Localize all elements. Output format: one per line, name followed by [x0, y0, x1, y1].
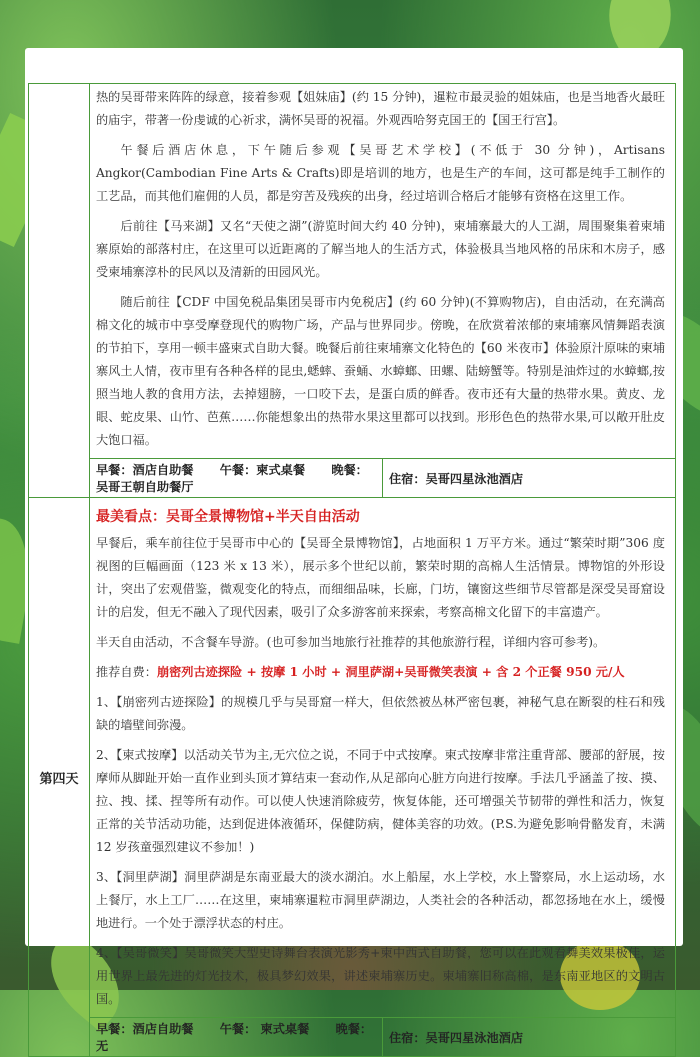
itinerary-table — [28, 83, 676, 1057]
dinner-info: 晚餐：吴哥王朝自助餐厅 — [96, 463, 368, 494]
optional-item: 2、【柬式按摩】以活动关节为主,无穴位之说，不同于中式按摩。柬式按摩非常注重背部、腰部的舒展，按摩师从脚趾开始一直作业到头顶才算结束一套动作,从足部向心脏方向进行按摩。手法几乎涵盖了按、摸、拉、拽、揉、捏等所有动作。可以使人快速消除疲劳，恢复体能，还可增强关节韧带的弹性和活力，恢复正常的关节活动功能，达到促进体液循环，保健防病，健体美容的功效。(P.S.为避免影响骨骼发育，未满 12 岁孩童强烈建议不参加！) — [96, 748, 665, 854]
day4-stay: 住宿：吴哥四星泳池酒店 — [383, 1018, 676, 1057]
day4-paragraph: 早餐后，乘车前往位于吴哥市中心的【吴哥全景博物馆】，占地面积 1 万平方米。通过“繁荣时期”306 度视图的巨幅画面（123 米 x 13 米），展示多个世纪以前，繁荣时期的高棉人生活情景。博物馆的外形设计，突出了宏观借鉴，微观变化的特点，而细细品味，长廊，门坊，镶窗这些细节尽管都是深受吴哥窟设计的启发，但无不融入了现代因素，吸引了众多游客前来探索，考察高棉文化留下的丰富遗产。 — [96, 536, 665, 619]
optional-item: 4、【吴哥微笑】吴哥微笑大型史诗舞台表演光影秀+柬中西式自助餐，您可以在此观看舞美效果极佳，运用世界上最先进的灯光技术，极具梦幻效果，讲述柬埔寨历史。柬埔寨旧称高棉，是东南亚地区的文明古国。 — [96, 946, 665, 1006]
lunch-info: 午餐：柬式桌餐 — [219, 463, 306, 477]
day3-paragraph: 午餐后酒店休息，下午随后参观【吴哥艺术学校】(不低于 30 分钟)，Artisans Angkor(Cambodian Fine Arts & Crafts)即是培训的地方，也是生产的车间，这可都是纯手工制作的工艺品，而其他们雇佣的人员，都是穷苦及残疾的出身，经过培训合格后才能够有资格在这里工作。 — [96, 143, 665, 203]
day4-label-cell — [29, 498, 90, 1057]
day3-meals-row — [29, 459, 676, 498]
day4-meals-row — [29, 1018, 676, 1057]
day3-paragraph: 随后前往【CDF 中国免税品集团吴哥市内免税店】(约 60 分钟)(不算购物店)，自由活动，在充满高棉文化的城市中享受摩登现代的购物广场，产品与世界同步。傍晚，在欣赏着浓郁的柬埔寨风情舞蹈表演的节拍下，享用一顿丰盛柬式自助大餐。晚餐后前往柬埔寨文化特色的【60 米夜市】体验原汁原味的柬埔寨风土人情，夜市里有各种各样的昆虫,蟋蟀、蚕蛹、水蟑螂、田螺、陆螃蟹等。特别是油炸过的水蟑螂,按照当地人教的食用方法，去掉翅膀，一口咬下去，是蛋白质的鲜香。夜市还有大量的热带水果。黄皮、龙眼、蛇皮果、山竹、芭蕉……你能想象出的热带水果这里都可以找到。形形色色的热带水果,可以敞开肚皮大饱口福。 — [96, 295, 665, 447]
day3-stay: 住宿：吴哥四星泳池酒店 — [383, 459, 676, 498]
breakfast-info: 早餐：酒店自助餐 — [96, 463, 194, 477]
recommend-line — [96, 661, 665, 684]
dinner-info: 晚餐：无 — [96, 1022, 373, 1053]
day3-label-cell — [29, 84, 90, 498]
day-label: 第四天 — [39, 771, 79, 787]
lunch-info: 午餐： 柬式桌餐 — [219, 1022, 310, 1036]
day4-meals — [90, 1018, 383, 1057]
breakfast-info: 早餐：酒店自助餐 — [96, 1022, 194, 1036]
day4-highlight: 最美看点：吴哥全景博物馆+半天自由活动 — [96, 509, 360, 525]
day3-content-row — [29, 84, 676, 459]
day4-paragraph: 半天自由活动，不含餐车导游。(也可参加当地旅行社推荐的其他旅游行程，详细内容可参考)。 — [96, 635, 606, 649]
day4-content-row — [29, 498, 676, 1018]
recommend-text: 崩密列古迹探险 + 按摩 1 小时 + 洞里萨湖+吴哥微笑表演 + 含 2 个正餐 950 元/人 — [156, 665, 625, 679]
day3-paragraph: 热的吴哥带来阵阵的绿意，接着参观【姐妹庙】(约 15 分钟)，暹粒市最灵验的姐妹庙，也是当地香火最旺的庙宇，带著一份虔诚的心祈求，满怀吴哥的祝福。外观西哈努克国王的【国王行宫】。 — [96, 90, 666, 127]
day4-content — [90, 498, 676, 1018]
day3-paragraph: 后前往【马来湖】又名“天使之湖”(游览时间大约 40 分钟)，柬埔寨最大的人工湖，周围聚集着柬埔寨原始的部落村庄，在这里可以近距离的了解当地人的生活方式，体验极具当地风格的吊床和木房子，感受柬埔寨淳朴的民风以及清新的田园风光。 — [96, 219, 665, 279]
recommend-label: 推荐自费： — [96, 665, 157, 679]
day3-content — [90, 84, 676, 459]
optional-item: 3、【洞里萨湖】洞里萨湖是东南亚最大的淡水湖泊。水上船屋，水上学校，水上警察局，水上运动场，水上餐厅，水上工厂……在这里，柬埔寨暹粒市洞里萨湖边，人类社会的各种活动，都忽扬地在水上，缓慢地进行。一个处于漂浮状态的村庄。 — [96, 870, 665, 930]
optional-item: 1、【崩密列古迹探险】的规模几乎与吴哥窟一样大，但依然被丛林严密包裹，神秘气息在断裂的柱石和残缺的墙壁间弥漫。 — [96, 695, 665, 732]
day3-meals — [90, 459, 383, 498]
